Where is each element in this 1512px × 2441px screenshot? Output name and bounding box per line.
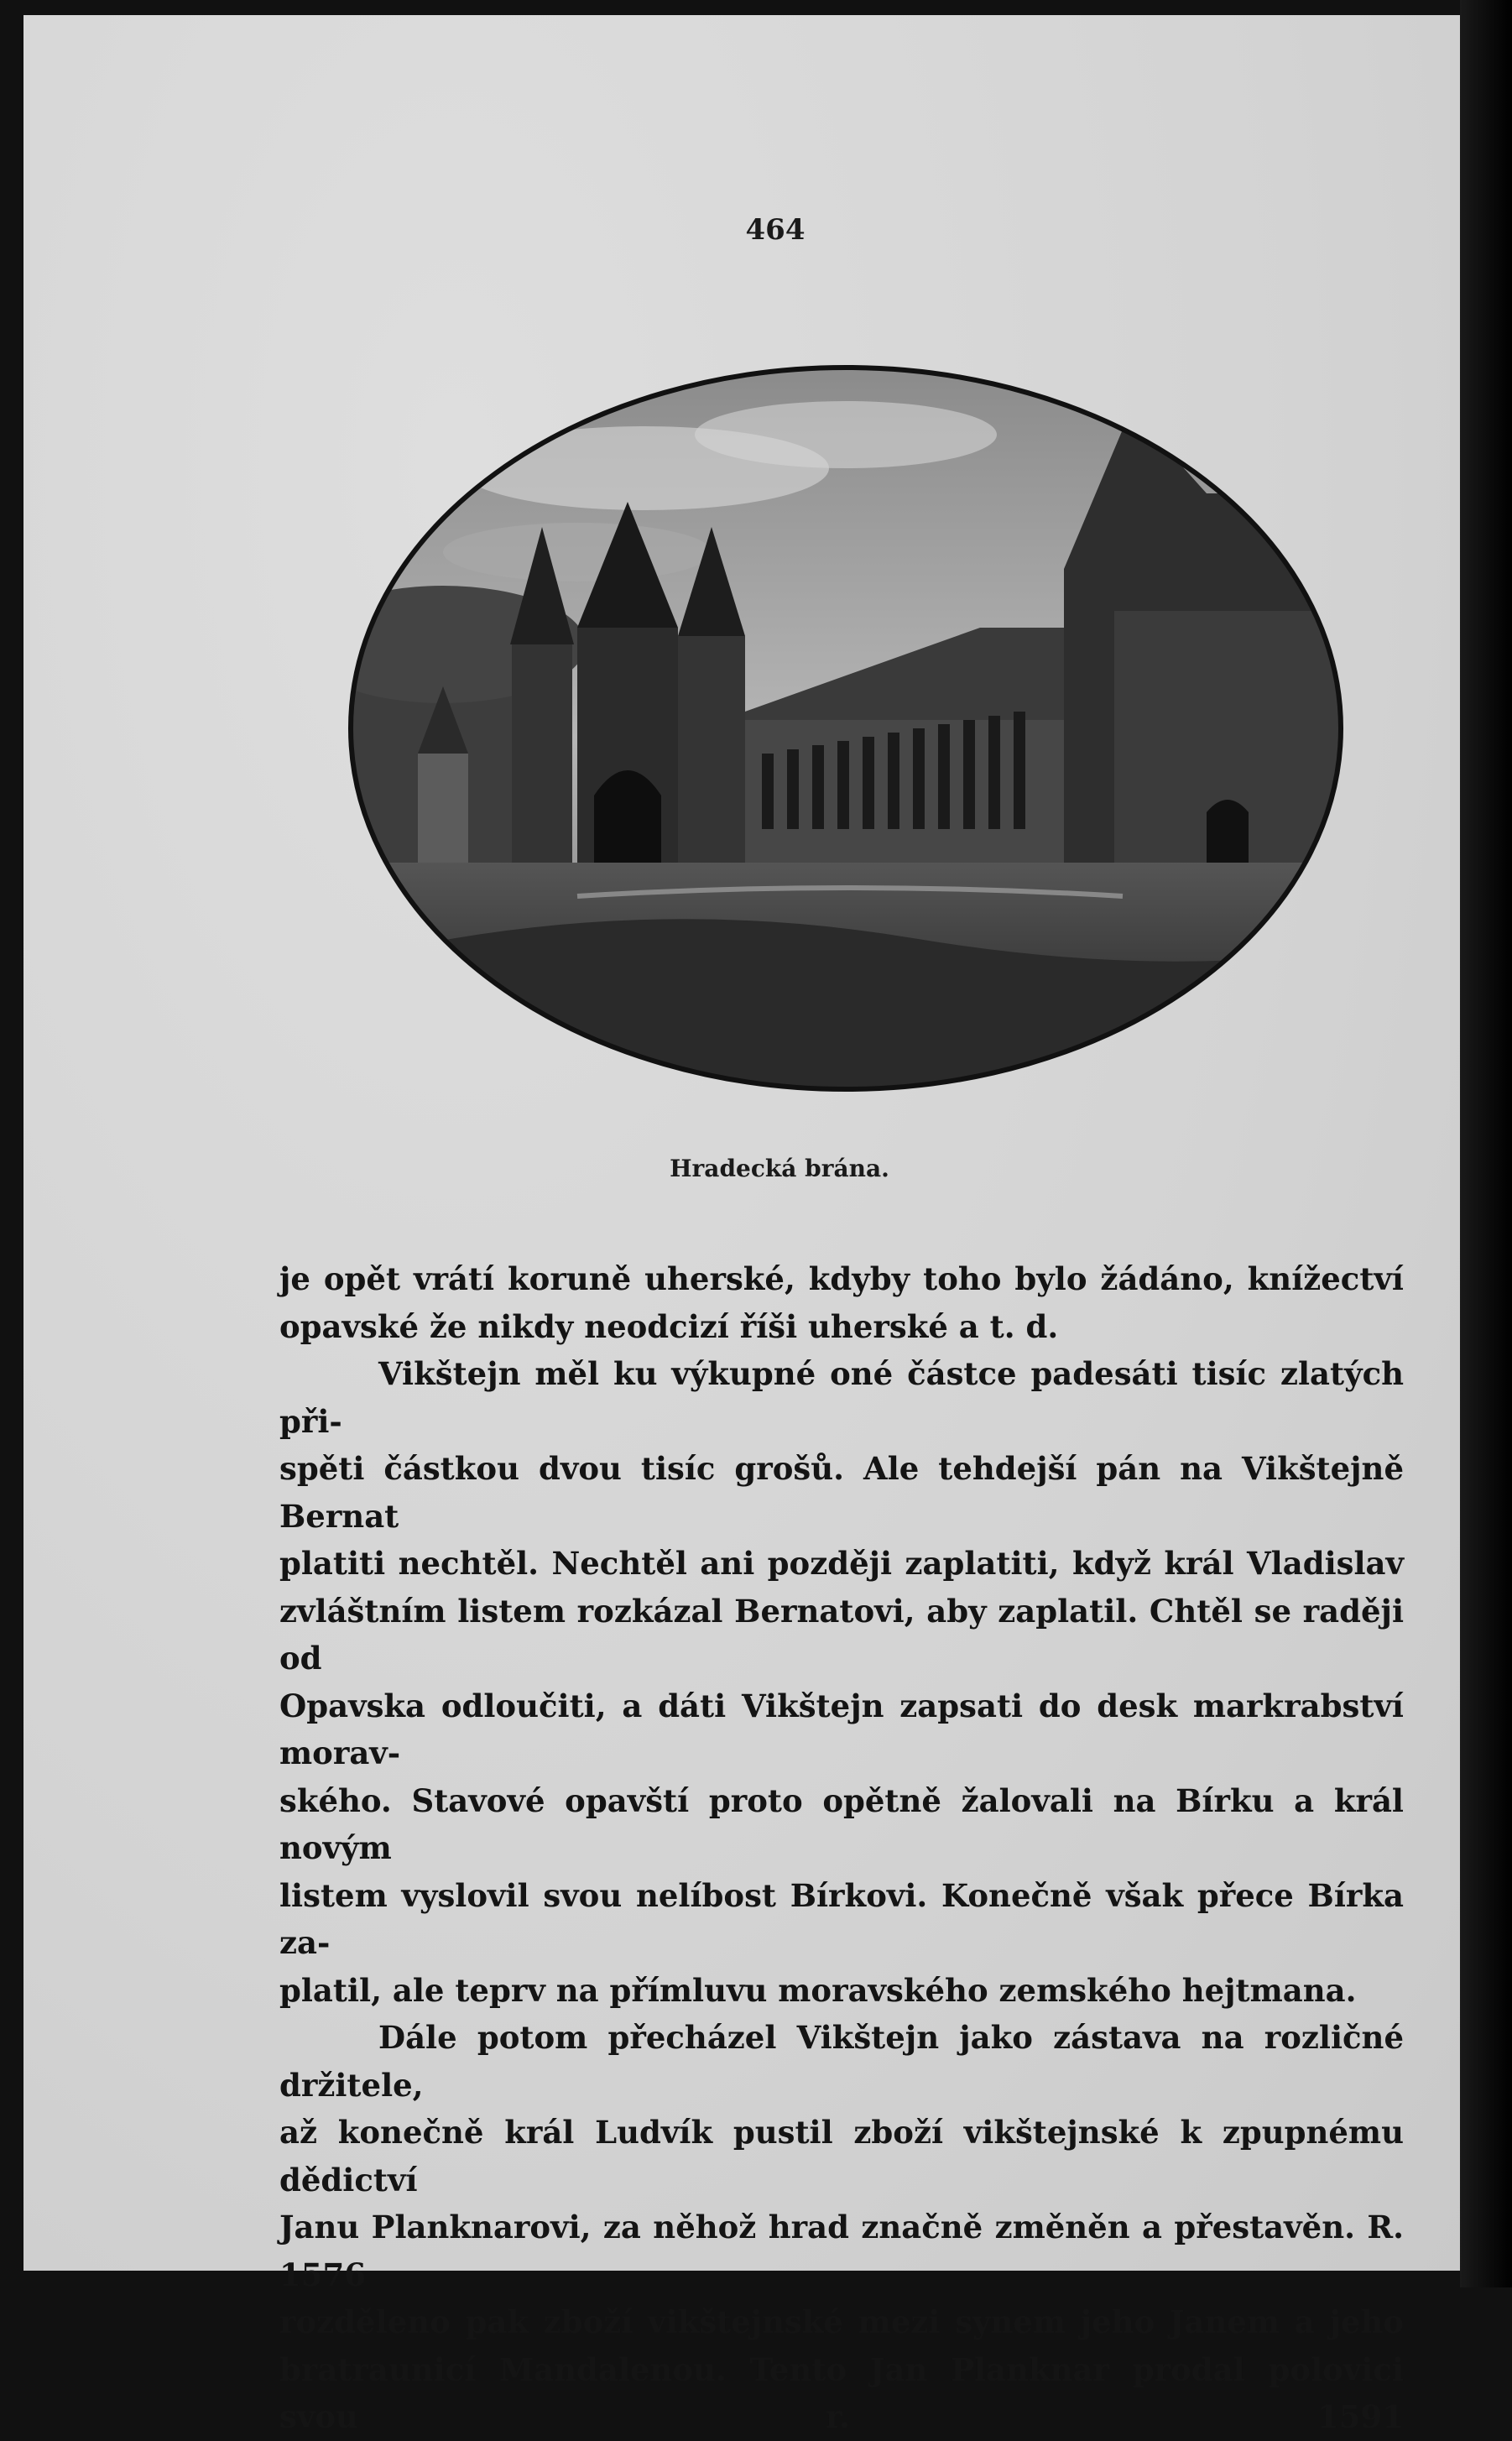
- page-edge-shadow: [1460, 0, 1512, 2287]
- paragraph: [279, 1967, 1404, 2015]
- engraving-castle-gate-icon: [326, 359, 1366, 1114]
- text-line: listem vyslovil svou nelíbost Bírkovi. Konečně však přece Bírka za-: [279, 1876, 1404, 1961]
- book-page: [23, 15, 1460, 2435]
- paragraph: [279, 1303, 1404, 1351]
- paragraph: [279, 1445, 1404, 1967]
- text-line: opavské že nikdy neodcizí říši uherské a t. d.: [279, 1307, 1059, 1345]
- figure-caption: Hradecká brána.: [670, 1155, 889, 1182]
- text-line: platiti nechtěl. Nechtěl ani později zaplatiti, když král Vladislav: [279, 1545, 1404, 1582]
- text-line: Janu Planknarovi, za něhož hrad značně změněn a přestavěn. R. 1576: [279, 2209, 1404, 2293]
- text-line: bratraunicí Mandalenou. Tento Jan Planknar prodal polovici svou r. 1591: [279, 2350, 1404, 2435]
- paragraph: [279, 1350, 1404, 1445]
- text-line: až konečně král Ludvík pustil zboží vikštejnské k zpupnému dědictví: [279, 2114, 1404, 2198]
- paragraph: [279, 1255, 1404, 1303]
- body-text: [279, 1255, 1404, 2441]
- text-line: Dále potom přecházel Vikštejn jako zástava na rozličné držitele,: [279, 2019, 1404, 2104]
- text-line: ského. Stavové opavští proto opětně žalovali na Bírku a král novým: [279, 1781, 1404, 1866]
- text-line: Opavska odloučiti, a dáti Vikštejn zapsati do desk markrabství morav-: [279, 1687, 1404, 1771]
- text-line: zvláštním listem rozkázal Bernatovi, aby zaplatil. Chtěl se raději od: [279, 1592, 1404, 1677]
- text-line: je opět vrátí koruně uherské, kdyby toho bylo žádáno, knížectví: [279, 1260, 1404, 1297]
- text-line: Vikštejn měl ku výkupné oné částce padesáti tisíc zlatých při-: [279, 1355, 1404, 1440]
- text-line: rozděleno pak zboží vikštejnské mezi synem jeho Janem a jeho: [279, 2303, 1404, 2340]
- paragraph: [279, 2014, 1404, 2441]
- text-line: spěti částkou dvou tisíc grošů. Ale tehdejší pán na Vikštejně Bernat: [279, 1450, 1404, 1535]
- text-line: platil, ale teprv na přímluvu moravského zemského hejtmana.: [279, 1971, 1357, 2009]
- page-number: 464: [745, 213, 806, 247]
